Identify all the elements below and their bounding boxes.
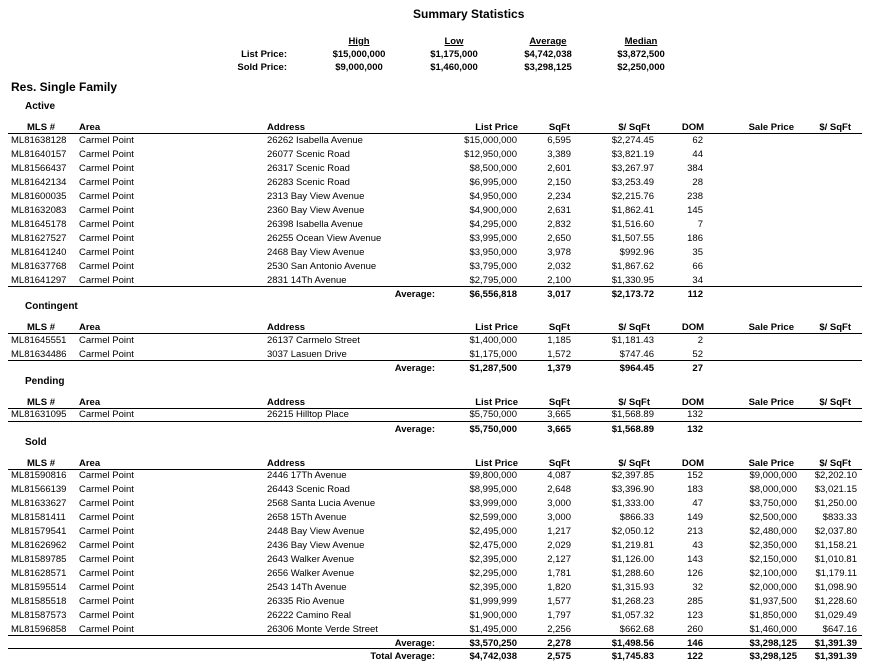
column-header: $/ SqFt xyxy=(618,322,650,333)
table-cell: $1,460,000 xyxy=(749,624,797,635)
table-cell: Carmel Point xyxy=(79,163,134,174)
table-cell: $833.33 xyxy=(822,512,857,523)
table-cell: 7 xyxy=(697,219,703,230)
table-cell: 32 xyxy=(692,582,703,593)
table-cell: 2530 San Antonio Avenue xyxy=(267,261,377,272)
table-cell: $1,507.55 xyxy=(611,233,654,244)
summary-row-label: List Price: xyxy=(241,49,287,60)
table-cell: 2446 17Th Avenue xyxy=(267,470,347,481)
table-cell: Carmel Point xyxy=(79,261,134,272)
average-label: Average: xyxy=(394,363,435,374)
table-cell: $1,937,500 xyxy=(749,596,797,607)
table-cell: ML81628571 xyxy=(11,568,67,579)
table-cell: $2,150,000 xyxy=(749,554,797,565)
table-cell: ML81587573 xyxy=(11,610,67,621)
table-cell: $2,795,000 xyxy=(469,275,517,286)
table-cell: $1,029.49 xyxy=(814,610,857,621)
table-cell: 26262 Isabella Avenue xyxy=(267,135,363,146)
column-header: $/ SqFt xyxy=(618,397,650,408)
table-cell: ML81566139 xyxy=(11,484,67,495)
table-cell: ML81627527 xyxy=(11,233,67,244)
table-cell: 132 xyxy=(687,409,703,420)
column-header: Area xyxy=(79,397,101,408)
column-header: Area xyxy=(79,322,101,333)
column-header: $/ SqFt xyxy=(819,458,851,469)
table-cell: Carmel Point xyxy=(79,219,134,230)
column-header: Address xyxy=(267,322,306,333)
table-cell: $2,599,000 xyxy=(469,512,517,523)
column-header: MLS # xyxy=(27,458,55,469)
average-value: 2,278 xyxy=(547,638,571,649)
total-average-label: Total Average: xyxy=(370,651,435,662)
total-average-value: $1,745.83 xyxy=(611,651,654,662)
column-header: DOM xyxy=(681,397,704,408)
table-cell: $1,126.00 xyxy=(611,554,654,565)
table-cell: $1,181.43 xyxy=(611,335,654,346)
table-cell: 2,631 xyxy=(547,205,571,216)
summary-header: Median xyxy=(624,36,658,47)
table-cell: $1,175,000 xyxy=(469,349,517,360)
summary-value: $4,742,038 xyxy=(524,49,572,60)
summary-value: $2,250,000 xyxy=(617,62,665,73)
table-cell: 34 xyxy=(692,275,703,286)
average-label: Average: xyxy=(394,424,435,435)
table-cell: ML81626962 xyxy=(11,540,67,551)
column-header: SqFt xyxy=(548,322,570,333)
table-cell: Carmel Point xyxy=(79,409,134,420)
table-cell: $3,267.97 xyxy=(611,163,654,174)
column-header: Area xyxy=(79,458,101,469)
table-cell: 126 xyxy=(687,568,703,579)
column-header: $/ SqFt xyxy=(819,322,851,333)
summary-header: High xyxy=(348,36,370,47)
section-title: Contingent xyxy=(25,301,78,312)
table-cell: Carmel Point xyxy=(79,275,134,286)
table-cell: 3,665 xyxy=(547,409,571,420)
column-header: List Price xyxy=(475,397,518,408)
column-header: $/ SqFt xyxy=(618,122,650,133)
average-value: 146 xyxy=(687,638,703,649)
table-cell: $2,000,000 xyxy=(749,582,797,593)
table-cell: 1,820 xyxy=(547,582,571,593)
table-cell: $1,867.62 xyxy=(611,261,654,272)
page-title: Summary Statistics xyxy=(413,7,525,21)
table-cell: Carmel Point xyxy=(79,233,134,244)
average-value: $6,556,818 xyxy=(469,289,517,300)
table-cell: $3,021.15 xyxy=(814,484,857,495)
average-rule xyxy=(8,286,862,287)
table-cell: $1,057.32 xyxy=(611,610,654,621)
average-value: 27 xyxy=(692,363,703,374)
table-cell: $866.33 xyxy=(619,512,654,523)
table-cell: Carmel Point xyxy=(79,191,134,202)
table-cell: 6,595 xyxy=(547,135,571,146)
table-cell: $1,516.60 xyxy=(611,219,654,230)
table-cell: 384 xyxy=(687,163,703,174)
table-cell: Carmel Point xyxy=(79,554,134,565)
table-cell: 2656 Walker Avenue xyxy=(267,568,355,579)
column-header: Sale Price xyxy=(748,397,794,408)
table-cell: ML81595514 xyxy=(11,582,67,593)
table-cell: $1,315.93 xyxy=(611,582,654,593)
column-header: Address xyxy=(267,458,306,469)
column-header: Sale Price xyxy=(748,322,794,333)
table-cell: 2568 Santa Lucia Avenue xyxy=(267,498,376,509)
table-cell: 26306 Monte Verde Street xyxy=(267,624,378,635)
column-header: Area xyxy=(79,122,101,133)
total-rule xyxy=(8,648,862,649)
table-cell: $1,400,000 xyxy=(469,335,517,346)
table-cell: $1,179.11 xyxy=(815,568,857,579)
table-cell: $3,995,000 xyxy=(469,233,517,244)
table-cell: Carmel Point xyxy=(79,540,134,551)
table-cell: 2 xyxy=(697,335,703,346)
table-cell: $3,396.90 xyxy=(611,484,654,495)
table-cell: ML81638128 xyxy=(11,135,67,146)
column-header: MLS # xyxy=(27,322,55,333)
table-cell: 1,781 xyxy=(547,568,571,579)
table-cell: $4,295,000 xyxy=(469,219,517,230)
table-cell: $4,950,000 xyxy=(469,191,517,202)
column-header: Sale Price xyxy=(748,122,794,133)
table-cell: 2,100 xyxy=(547,275,571,286)
table-cell: Carmel Point xyxy=(79,247,134,258)
table-cell: ML81634486 xyxy=(11,349,67,360)
column-header: DOM xyxy=(681,322,704,333)
table-cell: ML81645551 xyxy=(11,335,67,346)
column-header: Sale Price xyxy=(748,458,794,469)
table-cell: 143 xyxy=(687,554,703,565)
summary-row-label: Sold Price: xyxy=(237,62,287,73)
average-value: $1,287,500 xyxy=(469,363,517,374)
table-cell: 2,648 xyxy=(547,484,571,495)
average-label: Average: xyxy=(394,638,435,649)
table-cell: Carmel Point xyxy=(79,596,134,607)
summary-value: $3,872,500 xyxy=(617,49,665,60)
table-cell: Carmel Point xyxy=(79,526,134,537)
table-cell: Carmel Point xyxy=(79,135,134,146)
average-rule xyxy=(8,360,862,361)
table-cell: $2,215.76 xyxy=(611,191,654,202)
average-value: $1,498.56 xyxy=(611,638,654,649)
column-header: $/ SqFt xyxy=(819,397,851,408)
table-cell: $2,500,000 xyxy=(749,512,797,523)
table-cell: 1,797 xyxy=(547,610,571,621)
column-header: $/ SqFt xyxy=(618,458,650,469)
summary-value: $9,000,000 xyxy=(335,62,383,73)
table-cell: $2,495,000 xyxy=(469,526,517,537)
table-cell: 2,150 xyxy=(547,177,571,188)
table-cell: $1,850,000 xyxy=(749,610,797,621)
table-cell: 2,601 xyxy=(547,163,571,174)
table-cell: $1,288.60 xyxy=(611,568,654,579)
table-cell: 2,650 xyxy=(547,233,571,244)
table-cell: ML81596858 xyxy=(11,624,67,635)
table-cell: 2436 Bay View Avenue xyxy=(267,540,365,551)
table-cell: $1,495,000 xyxy=(469,624,517,635)
table-cell: $3,950,000 xyxy=(469,247,517,258)
column-header: Address xyxy=(267,122,306,133)
table-cell: $9,800,000 xyxy=(469,470,517,481)
table-cell: $8,000,000 xyxy=(749,484,797,495)
table-cell: 123 xyxy=(687,610,703,621)
table-cell: 2,029 xyxy=(547,540,571,551)
average-value: $1,568.89 xyxy=(611,424,654,435)
average-rule xyxy=(8,421,862,422)
table-cell: 2448 Bay View Avenue xyxy=(267,526,365,537)
total-average-value: $3,298,125 xyxy=(749,651,797,662)
table-cell: 26255 Ocean View Avenue xyxy=(267,233,382,244)
table-cell: 26317 Scenic Road xyxy=(267,163,350,174)
table-cell: Carmel Point xyxy=(79,498,134,509)
table-cell: 2643 Walker Avenue xyxy=(267,554,355,565)
table-cell: ML81633627 xyxy=(11,498,67,509)
table-cell: ML81579541 xyxy=(11,526,67,537)
average-rule xyxy=(8,635,862,636)
table-cell: Carmel Point xyxy=(79,149,134,160)
table-cell: 152 xyxy=(687,470,703,481)
table-cell: 35 xyxy=(692,247,703,258)
summary-value: $1,460,000 xyxy=(430,62,478,73)
column-header: List Price xyxy=(475,122,518,133)
table-cell: $2,100,000 xyxy=(749,568,797,579)
table-cell: 2,832 xyxy=(547,219,571,230)
summary-header: Low xyxy=(444,36,464,47)
table-cell: $2,395,000 xyxy=(469,554,517,565)
average-value: $2,173.72 xyxy=(611,289,654,300)
table-cell: $8,995,000 xyxy=(469,484,517,495)
table-cell: $2,050.12 xyxy=(611,526,654,537)
column-header: SqFt xyxy=(548,397,570,408)
average-value: $3,298,125 xyxy=(749,638,797,649)
table-cell: $1,219.81 xyxy=(611,540,654,551)
table-cell: 2313 Bay View Avenue xyxy=(267,191,365,202)
table-cell: $1,900,000 xyxy=(469,610,517,621)
table-cell: $2,295,000 xyxy=(469,568,517,579)
table-cell: 2468 Bay View Avenue xyxy=(267,247,365,258)
section-title: Active xyxy=(25,101,56,112)
table-cell: Carmel Point xyxy=(79,568,134,579)
average-value: $5,750,000 xyxy=(469,424,517,435)
table-cell: 26398 Isabella Avenue xyxy=(267,219,363,230)
table-cell: ML81631095 xyxy=(11,409,67,420)
table-cell: 26443 Scenic Road xyxy=(267,484,350,495)
table-cell: ML81640157 xyxy=(11,149,67,160)
average-label: Average: xyxy=(394,289,435,300)
table-cell: 2,127 xyxy=(547,554,571,565)
table-cell: $1,330.95 xyxy=(611,275,654,286)
table-cell: Carmel Point xyxy=(79,512,134,523)
table-cell: ML81645178 xyxy=(11,219,67,230)
table-cell: 285 xyxy=(687,596,703,607)
total-average-value: 122 xyxy=(687,651,703,662)
table-cell: Carmel Point xyxy=(79,624,134,635)
table-cell: $1,862.41 xyxy=(611,205,654,216)
table-cell: 2360 Bay View Avenue xyxy=(267,205,365,216)
table-cell: $1,250.00 xyxy=(814,498,857,509)
table-cell: $2,480,000 xyxy=(749,526,797,537)
table-cell: $15,000,000 xyxy=(464,135,517,146)
table-cell: Carmel Point xyxy=(79,349,134,360)
table-cell: 26077 Scenic Road xyxy=(267,149,350,160)
table-cell: ML81566437 xyxy=(11,163,67,174)
category-title: Res. Single Family xyxy=(11,80,118,94)
summary-value: $3,298,125 xyxy=(524,62,572,73)
table-cell: ML81581411 xyxy=(11,512,66,523)
table-cell: $3,750,000 xyxy=(749,498,797,509)
table-cell: 3,978 xyxy=(547,247,571,258)
table-cell: $1,333.00 xyxy=(611,498,654,509)
table-cell: 28 xyxy=(692,177,703,188)
table-cell: $3,795,000 xyxy=(469,261,517,272)
average-value: $3,570,250 xyxy=(469,638,517,649)
table-cell: 3,000 xyxy=(547,498,571,509)
table-cell: $2,037.80 xyxy=(814,526,857,537)
summary-value: $15,000,000 xyxy=(332,49,386,60)
table-cell: $1,568.89 xyxy=(611,409,654,420)
average-value: 3,017 xyxy=(547,289,571,300)
table-cell: $2,397.85 xyxy=(611,470,654,481)
table-cell: Carmel Point xyxy=(79,582,134,593)
section-title: Sold xyxy=(25,437,47,448)
column-header: DOM xyxy=(681,458,704,469)
total-average-value: $1,391.39 xyxy=(814,651,857,662)
table-cell: Carmel Point xyxy=(79,335,134,346)
table-cell: 149 xyxy=(687,512,703,523)
average-value: 3,665 xyxy=(547,424,571,435)
table-cell: 183 xyxy=(687,484,703,495)
table-cell: $1,158.21 xyxy=(814,540,857,551)
table-cell: $9,000,000 xyxy=(749,470,797,481)
table-cell: $1,228.60 xyxy=(814,596,857,607)
table-cell: $747.46 xyxy=(619,349,654,360)
table-cell: $662.68 xyxy=(619,624,654,635)
table-cell: 186 xyxy=(687,233,703,244)
table-cell: Carmel Point xyxy=(79,470,134,481)
column-header: DOM xyxy=(681,122,704,133)
table-cell: $1,268.23 xyxy=(611,596,654,607)
table-cell: 1,185 xyxy=(547,335,571,346)
summary-header: Average xyxy=(529,36,567,47)
table-cell: $3,999,000 xyxy=(469,498,517,509)
average-value: 1,379 xyxy=(547,363,571,374)
table-cell: ML81641297 xyxy=(11,275,67,286)
table-cell: $1,010.81 xyxy=(814,554,857,565)
table-cell: $2,274.45 xyxy=(611,135,654,146)
table-cell: $6,995,000 xyxy=(469,177,517,188)
table-cell: 238 xyxy=(687,191,703,202)
average-value: 112 xyxy=(687,289,703,300)
table-cell: $12,950,000 xyxy=(464,149,517,160)
table-cell: 1,572 xyxy=(547,349,571,360)
table-cell: 26222 Camino Real xyxy=(267,610,351,621)
table-cell: ML81637768 xyxy=(11,261,67,272)
table-cell: 260 xyxy=(687,624,703,635)
average-value: $1,391.39 xyxy=(814,638,857,649)
table-cell: $1,098.90 xyxy=(814,582,857,593)
table-cell: 2,032 xyxy=(547,261,571,272)
table-cell: Carmel Point xyxy=(79,610,134,621)
table-cell: 3037 Lasuen Drive xyxy=(267,349,347,360)
table-cell: 26283 Scenic Road xyxy=(267,177,350,188)
table-cell: 2,256 xyxy=(547,624,571,635)
table-cell: 26137 Carmelo Street xyxy=(267,335,360,346)
summary-value: $1,175,000 xyxy=(430,49,478,60)
table-cell: $2,350,000 xyxy=(749,540,797,551)
total-average-value: 2,575 xyxy=(547,651,571,662)
table-cell: 43 xyxy=(692,540,703,551)
average-value: $964.45 xyxy=(619,363,654,374)
table-cell: $3,821.19 xyxy=(611,149,654,160)
total-average-value: $4,742,038 xyxy=(469,651,517,662)
table-cell: ML81632083 xyxy=(11,205,67,216)
table-cell: Carmel Point xyxy=(79,177,134,188)
column-header: MLS # xyxy=(27,397,55,408)
table-cell: Carmel Point xyxy=(79,205,134,216)
table-cell: ML81600035 xyxy=(11,191,67,202)
table-cell: ML81641240 xyxy=(11,247,67,258)
table-cell: 1,577 xyxy=(547,596,571,607)
average-value: 132 xyxy=(687,424,703,435)
table-cell: ML81585518 xyxy=(11,596,67,607)
table-cell: $2,202.10 xyxy=(814,470,857,481)
table-cell: ML81589785 xyxy=(11,554,67,565)
column-header: SqFt xyxy=(548,122,570,133)
column-header: MLS # xyxy=(27,122,55,133)
table-cell: 26215 Hilltop Place xyxy=(267,409,349,420)
table-cell: 3,389 xyxy=(547,149,571,160)
table-cell: 2831 14Th Avenue xyxy=(267,275,347,286)
table-cell: ML81642134 xyxy=(11,177,67,188)
table-cell: ML81590816 xyxy=(11,470,67,481)
table-cell: Carmel Point xyxy=(79,484,134,495)
table-cell: 52 xyxy=(692,349,703,360)
table-cell: 213 xyxy=(687,526,703,537)
table-cell: 3,000 xyxy=(547,512,571,523)
column-header: SqFt xyxy=(548,458,570,469)
column-header: List Price xyxy=(475,322,518,333)
table-cell: $2,395,000 xyxy=(469,582,517,593)
table-cell: $3,253.49 xyxy=(611,177,654,188)
column-header: List Price xyxy=(475,458,518,469)
table-cell: $5,750,000 xyxy=(469,409,517,420)
table-cell: $1,999,999 xyxy=(469,596,517,607)
column-header: Address xyxy=(267,397,306,408)
table-cell: 145 xyxy=(687,205,703,216)
column-header: $/ SqFt xyxy=(819,122,851,133)
table-cell: $647.16 xyxy=(822,624,857,635)
table-cell: 26335 Rio Avenue xyxy=(267,596,345,607)
table-cell: $8,500,000 xyxy=(469,163,517,174)
table-cell: 2658 15Th Avenue xyxy=(267,512,347,523)
table-cell: $4,900,000 xyxy=(469,205,517,216)
table-cell: 44 xyxy=(692,149,703,160)
table-cell: 47 xyxy=(692,498,703,509)
table-cell: 4,087 xyxy=(547,470,571,481)
table-cell: 62 xyxy=(692,135,703,146)
table-cell: 2,234 xyxy=(547,191,571,202)
table-cell: $2,475,000 xyxy=(469,540,517,551)
section-title: Pending xyxy=(25,376,65,387)
table-cell: 66 xyxy=(692,261,703,272)
table-cell: 1,217 xyxy=(547,526,571,537)
table-cell: $992.96 xyxy=(619,247,654,258)
table-cell: 2543 14Th Avenue xyxy=(267,582,347,593)
